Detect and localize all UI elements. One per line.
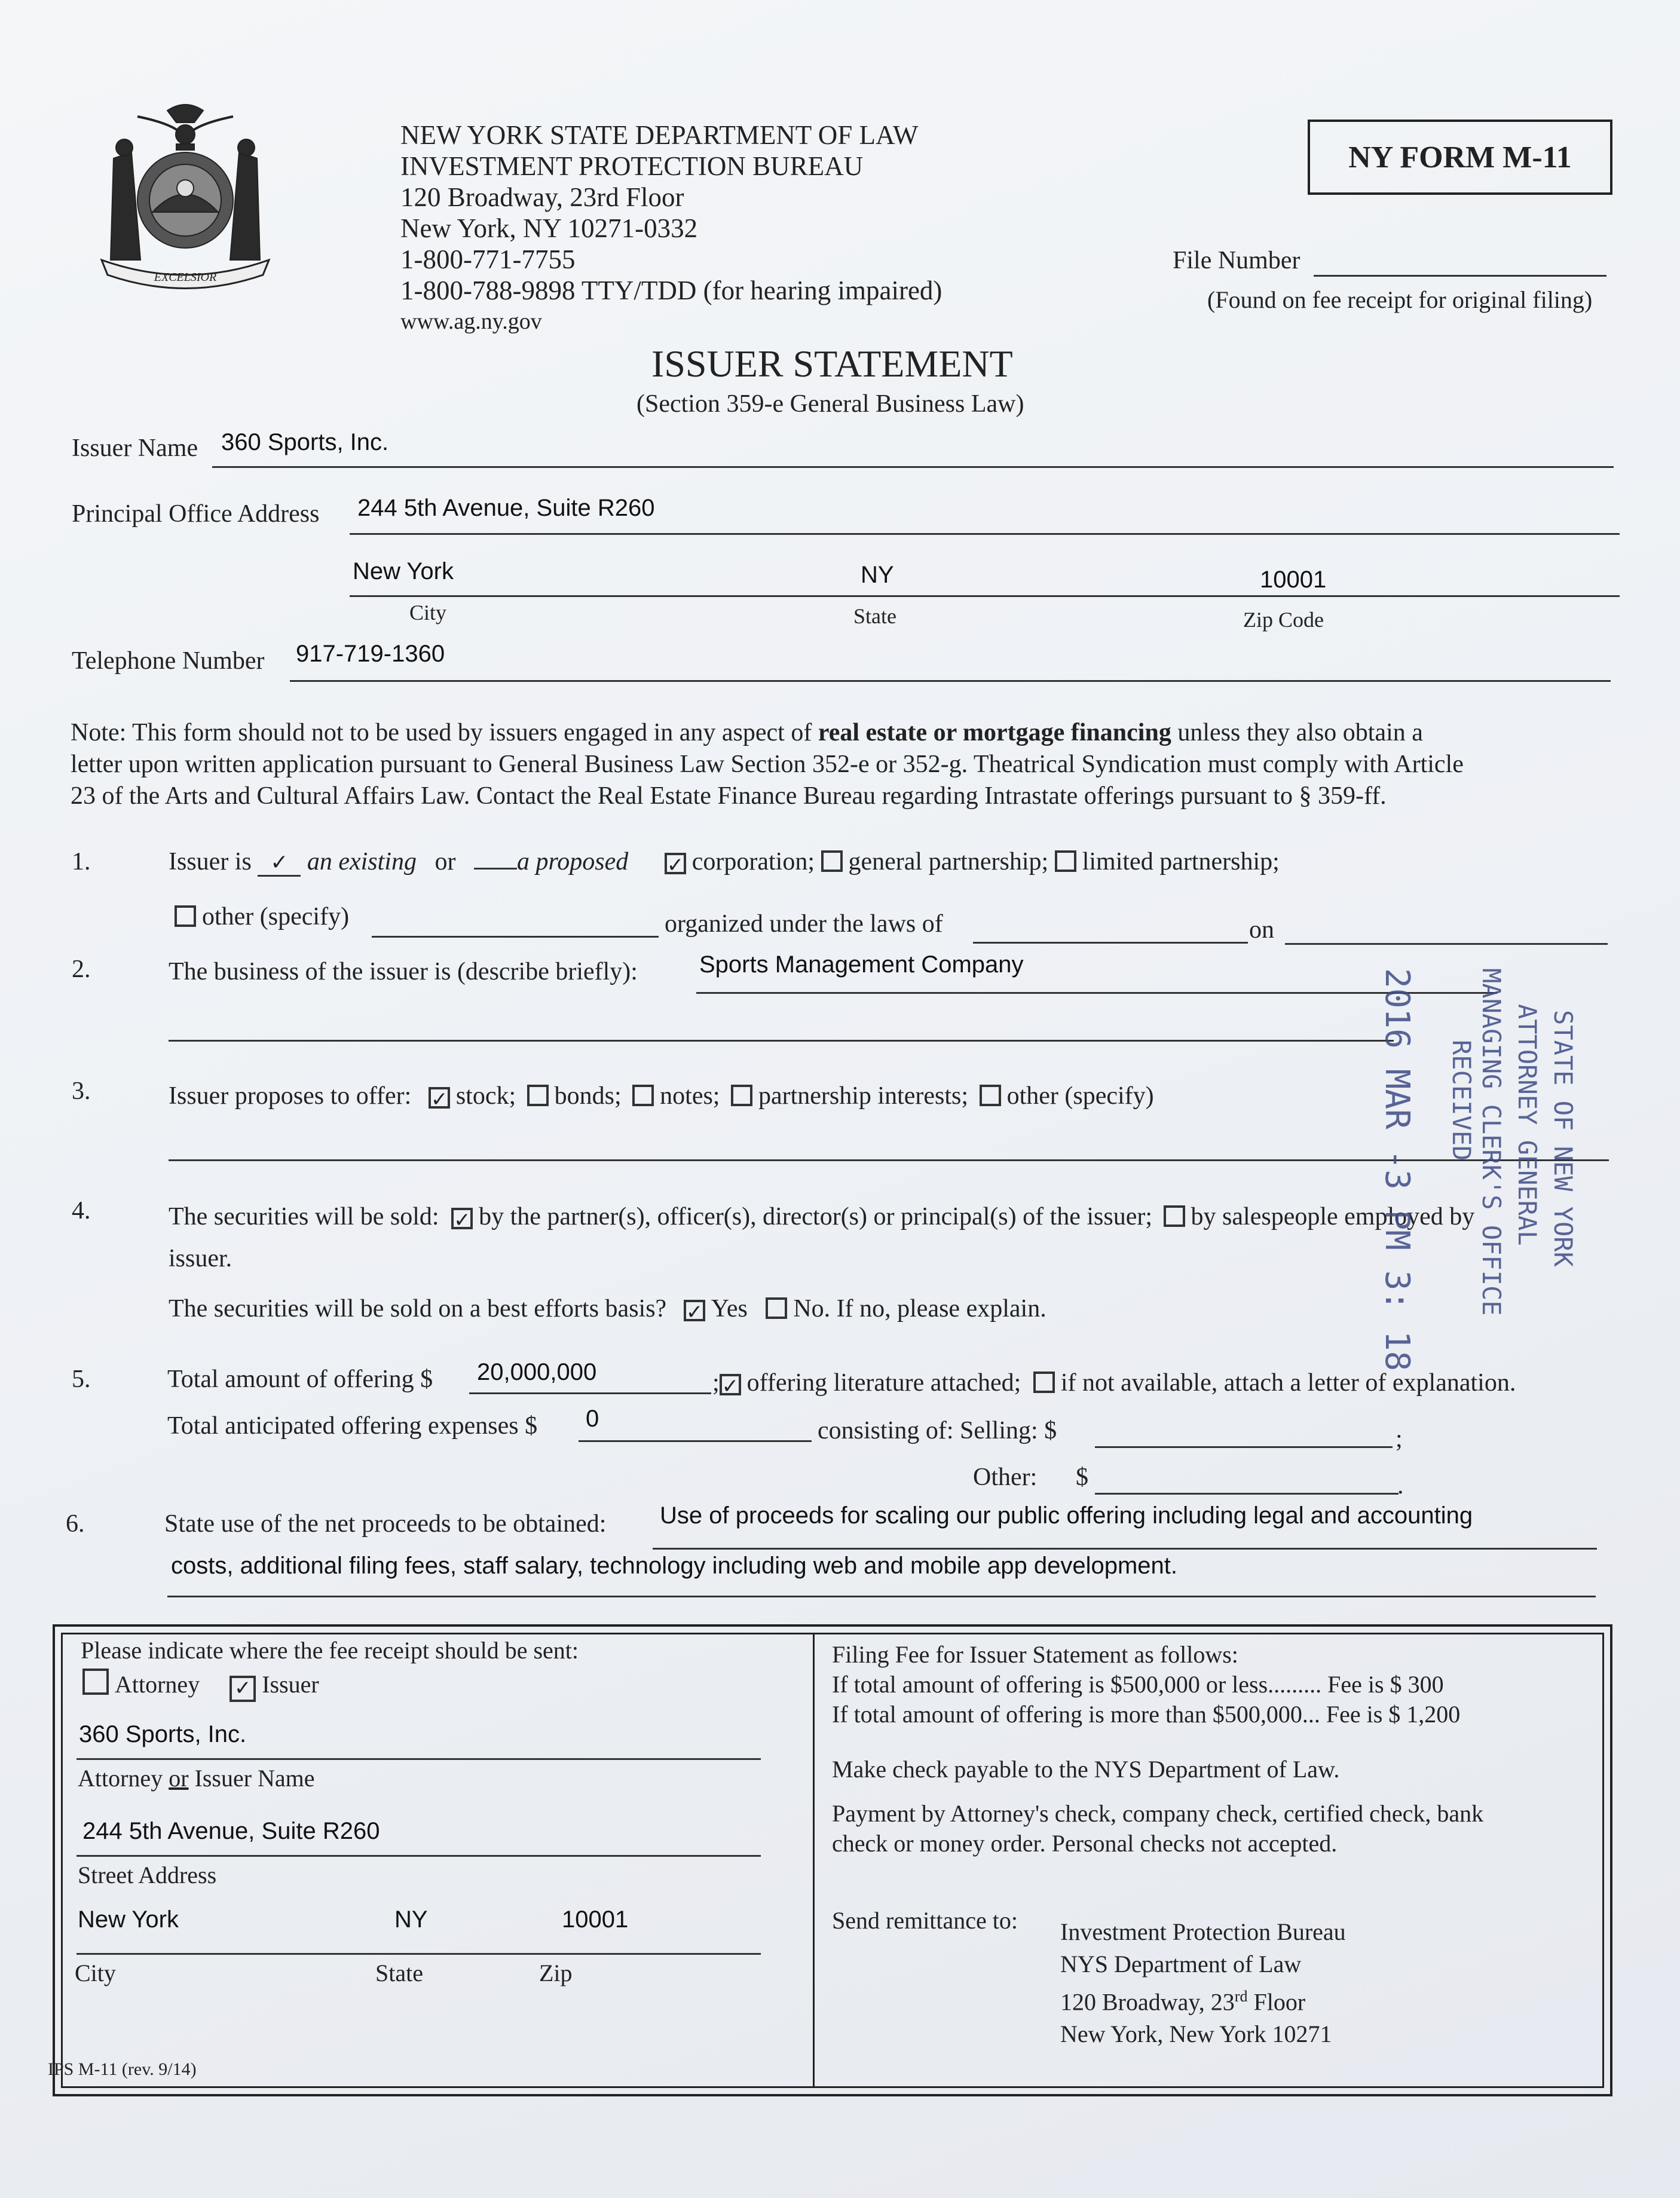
receipt-city-field xyxy=(76,1953,761,1955)
zip-label: Zip Code xyxy=(1243,608,1324,632)
receipt-state-value[interactable]: NY xyxy=(394,1906,428,1933)
file-number-label: File Number xyxy=(1173,247,1300,274)
proceeds-field-1 xyxy=(653,1548,1597,1550)
seal-motto: EXCELSIOR xyxy=(154,271,217,284)
item-6-number: 6. xyxy=(66,1510,85,1538)
total-offering-label: Total amount of offering $ xyxy=(167,1366,433,1393)
form-label: NY FORM M-11 xyxy=(1348,140,1572,175)
form-label-box xyxy=(1308,120,1612,195)
received-stamp-line-3: MANAGING CLERK'S OFFICE xyxy=(1477,968,1506,1316)
best-efforts-yes-checkbox[interactable]: ✓ xyxy=(684,1300,705,1321)
receipt-name-value[interactable]: 360 Sports, Inc. xyxy=(79,1721,247,1747)
expenses-value[interactable]: 0 xyxy=(586,1406,599,1432)
expenses-label: Total anticipated offering expenses $ xyxy=(167,1412,538,1440)
bonds-checkbox[interactable] xyxy=(527,1085,549,1106)
limited-partnership-label: limited partnership; xyxy=(1082,848,1280,875)
receipt-options xyxy=(82,1669,319,1702)
notes-label: notes; xyxy=(660,1082,720,1110)
page-subtitle: (Section 359-e General Business Law) xyxy=(636,390,1024,418)
phone-value[interactable]: 917-719-1360 xyxy=(296,641,445,667)
other-entity-checkbox[interactable] xyxy=(175,905,196,927)
proceeds-label: State use of the net proceeds to be obtained: xyxy=(164,1510,607,1538)
sold-by-salespeople-checkbox[interactable] xyxy=(1164,1205,1185,1227)
state-label: State xyxy=(853,604,896,628)
sold-label: The securities will be sold: xyxy=(169,1203,439,1230)
selling-label: consisting of: Selling: $ xyxy=(818,1417,1057,1444)
section-divider xyxy=(813,1634,815,2086)
issuer-name-field xyxy=(212,466,1614,468)
remit-line-2: NYS Department of Law xyxy=(1060,1951,1302,1977)
payable-note: Make check payable to the NYS Department of Law. xyxy=(832,1756,1340,1783)
other-expense-period: . xyxy=(1397,1472,1404,1499)
general-partnership-label: general partnership; xyxy=(848,848,1049,875)
not-available-checkbox[interactable] xyxy=(1033,1372,1055,1393)
item-3-row xyxy=(169,1082,1154,1110)
agency-line: 120 Broadway, 23rd Floor xyxy=(400,182,684,212)
other-security-label: other (specify) xyxy=(1006,1082,1154,1110)
other-expense-dollar: $ xyxy=(1076,1464,1088,1491)
business-value[interactable]: Sports Management Company xyxy=(699,951,1024,978)
issuer-checkbox[interactable]: ✓ xyxy=(229,1676,256,1702)
best-efforts-no-label: No. If no, please explain. xyxy=(793,1295,1046,1323)
note-suffix: unless they also obtain a xyxy=(1171,719,1423,746)
best-efforts-no-checkbox[interactable] xyxy=(766,1297,787,1319)
address-field xyxy=(350,533,1620,535)
address-label: Principal Office Address xyxy=(72,500,320,528)
other-entity-field[interactable] xyxy=(372,936,659,938)
file-number-note: (Found on fee receipt for original filing) xyxy=(1207,286,1593,313)
best-efforts-label: The securities will be sold on a best efforts basis? xyxy=(169,1295,667,1323)
other-expense-field[interactable] xyxy=(1095,1493,1399,1495)
proposed-option: a proposed xyxy=(516,848,629,875)
received-date-stamp: 2016 MAR -3 PM 3: 18 xyxy=(1378,968,1416,1372)
or-label: or xyxy=(434,848,456,875)
phone-label: Telephone Number xyxy=(72,647,265,675)
notes-checkbox[interactable] xyxy=(632,1085,654,1106)
issuer-name-label: Issuer Name xyxy=(72,434,198,462)
received-stamp-line-2: ATTORNEY GENERAL xyxy=(1513,1004,1542,1246)
not-available-label: if not available, attach a letter of explanation. xyxy=(1060,1369,1516,1397)
business-field-2[interactable] xyxy=(169,1040,1394,1042)
remit-line-1: Investment Protection Bureau xyxy=(1060,1918,1346,1945)
proceeds-value-2[interactable]: costs, additional filing fees, staff salary, technology including web and mobile app development. xyxy=(171,1553,1177,1579)
receipt-heading: Please indicate where the fee receipt should be sent: xyxy=(81,1637,579,1664)
best-efforts-row xyxy=(169,1294,1046,1323)
selling-field[interactable] xyxy=(1095,1446,1393,1448)
remit-line-4: New York, New York 10271 xyxy=(1060,2021,1332,2048)
item-4-row xyxy=(169,1202,1474,1231)
issuer-label: Issuer xyxy=(262,1671,319,1698)
state-value[interactable]: NY xyxy=(861,562,894,588)
fees-heading: Filing Fee for Issuer Statement as follows: xyxy=(832,1641,1238,1668)
phone-field xyxy=(290,680,1611,682)
bonds-label: bonds; xyxy=(554,1082,622,1110)
remit-line-3: 120 Broadway, 23rd Floor xyxy=(1060,1988,1306,2016)
semicolon: ; xyxy=(712,1369,720,1397)
proceeds-field-2 xyxy=(167,1596,1596,1597)
item-1-row xyxy=(169,847,1280,877)
receipt-street-value[interactable]: 244 5th Avenue, Suite R260 xyxy=(82,1818,380,1844)
sold-by-officers-label: by the partner(s), officer(s), director(s) or principal(s) of the issuer; xyxy=(479,1203,1153,1230)
receipt-zip-label: Zip xyxy=(539,1960,573,1986)
payment-note-1: Payment by Attorney's check, company check, certified check, bank xyxy=(832,1800,1484,1827)
city-state-zip-field xyxy=(350,595,1620,597)
agency-line: New York, NY 10271-0332 xyxy=(400,213,698,243)
receipt-city-value[interactable]: New York xyxy=(78,1906,179,1933)
other-expense-label: Other: xyxy=(973,1464,1038,1491)
literature-row xyxy=(712,1369,1516,1397)
issuer-is-label: Issuer is xyxy=(169,848,252,875)
agency-line: 1-800-771-7755 xyxy=(400,244,576,274)
city-label: City xyxy=(409,601,447,624)
state-seal-icon xyxy=(90,99,281,296)
organized-laws-field[interactable] xyxy=(973,942,1248,944)
fee-row-small: If total amount of offering is $500,000 or less......... Fee is $ 300 xyxy=(832,1671,1444,1698)
sold-by-officers-checkbox[interactable]: ✓ xyxy=(451,1208,473,1229)
note-line-2: letter upon written application pursuant to General Business Law Section 352-e or 352-g. Theatrical Syndication must comply with Article xyxy=(71,751,1464,778)
literature-label: offering literature attached; xyxy=(746,1369,1021,1397)
item-3-number: 3. xyxy=(72,1077,91,1105)
issuer-word: issuer. xyxy=(169,1245,232,1272)
organized-label: organized under the laws of xyxy=(665,910,943,938)
remit-address xyxy=(1060,1916,1346,2050)
proceeds-value-1[interactable]: Use of proceeds for scaling our public offering including legal and accounting xyxy=(660,1502,1473,1529)
remit-label: Send remittance to: xyxy=(832,1907,1018,1934)
limited-partnership-checkbox[interactable] xyxy=(1055,850,1076,872)
on-label: on xyxy=(1249,916,1274,944)
received-stamp-line-1: STATE OF NEW YORK xyxy=(1549,1010,1578,1267)
page-title: ISSUER STATEMENT xyxy=(651,342,1013,385)
item-1-number: 1. xyxy=(72,848,91,875)
existing-mark[interactable]: ✓ xyxy=(258,850,301,877)
zip-value[interactable]: 10001 xyxy=(1260,567,1327,593)
partnership-interests-checkbox[interactable] xyxy=(731,1085,752,1106)
business-label: The business of the issuer is (describe briefly): xyxy=(169,958,638,985)
file-number-field[interactable] xyxy=(1314,275,1606,277)
note-bold: real estate or mortgage financing xyxy=(818,719,1171,746)
receipt-city-label: City xyxy=(75,1960,116,1986)
best-efforts-yes-label: Yes xyxy=(711,1295,748,1323)
expenses-field xyxy=(579,1440,812,1442)
item-2-number: 2. xyxy=(72,956,91,983)
agency-block xyxy=(400,120,942,337)
literature-checkbox[interactable]: ✓ xyxy=(720,1374,741,1395)
item-5-number: 5. xyxy=(72,1366,91,1393)
receipt-name-label: Attorney or Issuer Name xyxy=(78,1765,315,1792)
receipt-street-label: Street Address xyxy=(78,1862,217,1888)
note-paragraph xyxy=(71,717,1464,812)
corporation-checkbox[interactable]: ✓ xyxy=(665,853,686,874)
fee-row-large: If total amount of offering is more than $500,000... Fee is $ 1,200 xyxy=(832,1701,1461,1728)
stock-label: stock; xyxy=(455,1082,516,1110)
item-1-row-2 xyxy=(175,902,349,931)
total-offering-value[interactable]: 20,000,000 xyxy=(477,1359,597,1385)
proposed-blank[interactable] xyxy=(474,868,517,870)
agency-website: www.ag.ny.gov xyxy=(400,309,542,334)
receipt-state-label: State xyxy=(375,1960,423,1986)
receipt-street-field xyxy=(76,1855,761,1857)
sold-by-salespeople-label: by salespeople employed by xyxy=(1191,1203,1475,1230)
note-line-3: 23 of the Arts and Cultural Affairs Law. Contact the Real Estate Finance Bureau regarding Intrastate offerings pursuant to § 359-ff. xyxy=(71,782,1387,810)
agency-line: NEW YORK STATE DEPARTMENT OF LAW xyxy=(400,120,919,150)
stock-checkbox[interactable]: ✓ xyxy=(429,1087,450,1109)
item-4-number: 4. xyxy=(72,1197,91,1224)
city-value[interactable]: New York xyxy=(353,558,454,584)
issuer-name-value[interactable]: 360 Sports, Inc. xyxy=(221,429,389,455)
agency-line: INVESTMENT PROTECTION BUREAU xyxy=(400,151,864,181)
selling-semicolon: ; xyxy=(1396,1425,1403,1453)
offer-label: Issuer proposes to offer: xyxy=(169,1082,412,1110)
business-field xyxy=(696,992,1497,994)
general-partnership-checkbox[interactable] xyxy=(821,850,843,872)
note-prefix: Note: This form should not to be used by issuers engaged in any aspect of xyxy=(71,719,818,746)
other-security-checkbox[interactable] xyxy=(980,1085,1001,1106)
organized-date-field[interactable] xyxy=(1285,943,1608,945)
agency-line: 1-800-788-9898 TTY/TDD (for hearing impaired) xyxy=(400,275,942,305)
receipt-name-field xyxy=(76,1758,761,1760)
address-value[interactable]: 244 5th Avenue, Suite R260 xyxy=(357,495,655,521)
attorney-label: Attorney xyxy=(115,1671,200,1698)
form-revision-code: IPS M-11 (rev. 9/14) xyxy=(48,2059,197,2079)
receipt-zip-value[interactable]: 10001 xyxy=(562,1906,629,1933)
other-entity-label: other (specify) xyxy=(202,903,350,930)
partnership-interests-label: partnership interests; xyxy=(758,1082,969,1110)
corporation-label: corporation; xyxy=(691,848,815,875)
total-offering-field xyxy=(469,1392,711,1394)
received-stamp-line-4: RECEIVED xyxy=(1447,1040,1476,1161)
attorney-checkbox[interactable] xyxy=(82,1669,109,1695)
fees-block xyxy=(832,1640,1483,1859)
payment-note-2: check or money order. Personal checks not accepted. xyxy=(832,1830,1338,1857)
existing-option: an existing xyxy=(307,848,417,875)
